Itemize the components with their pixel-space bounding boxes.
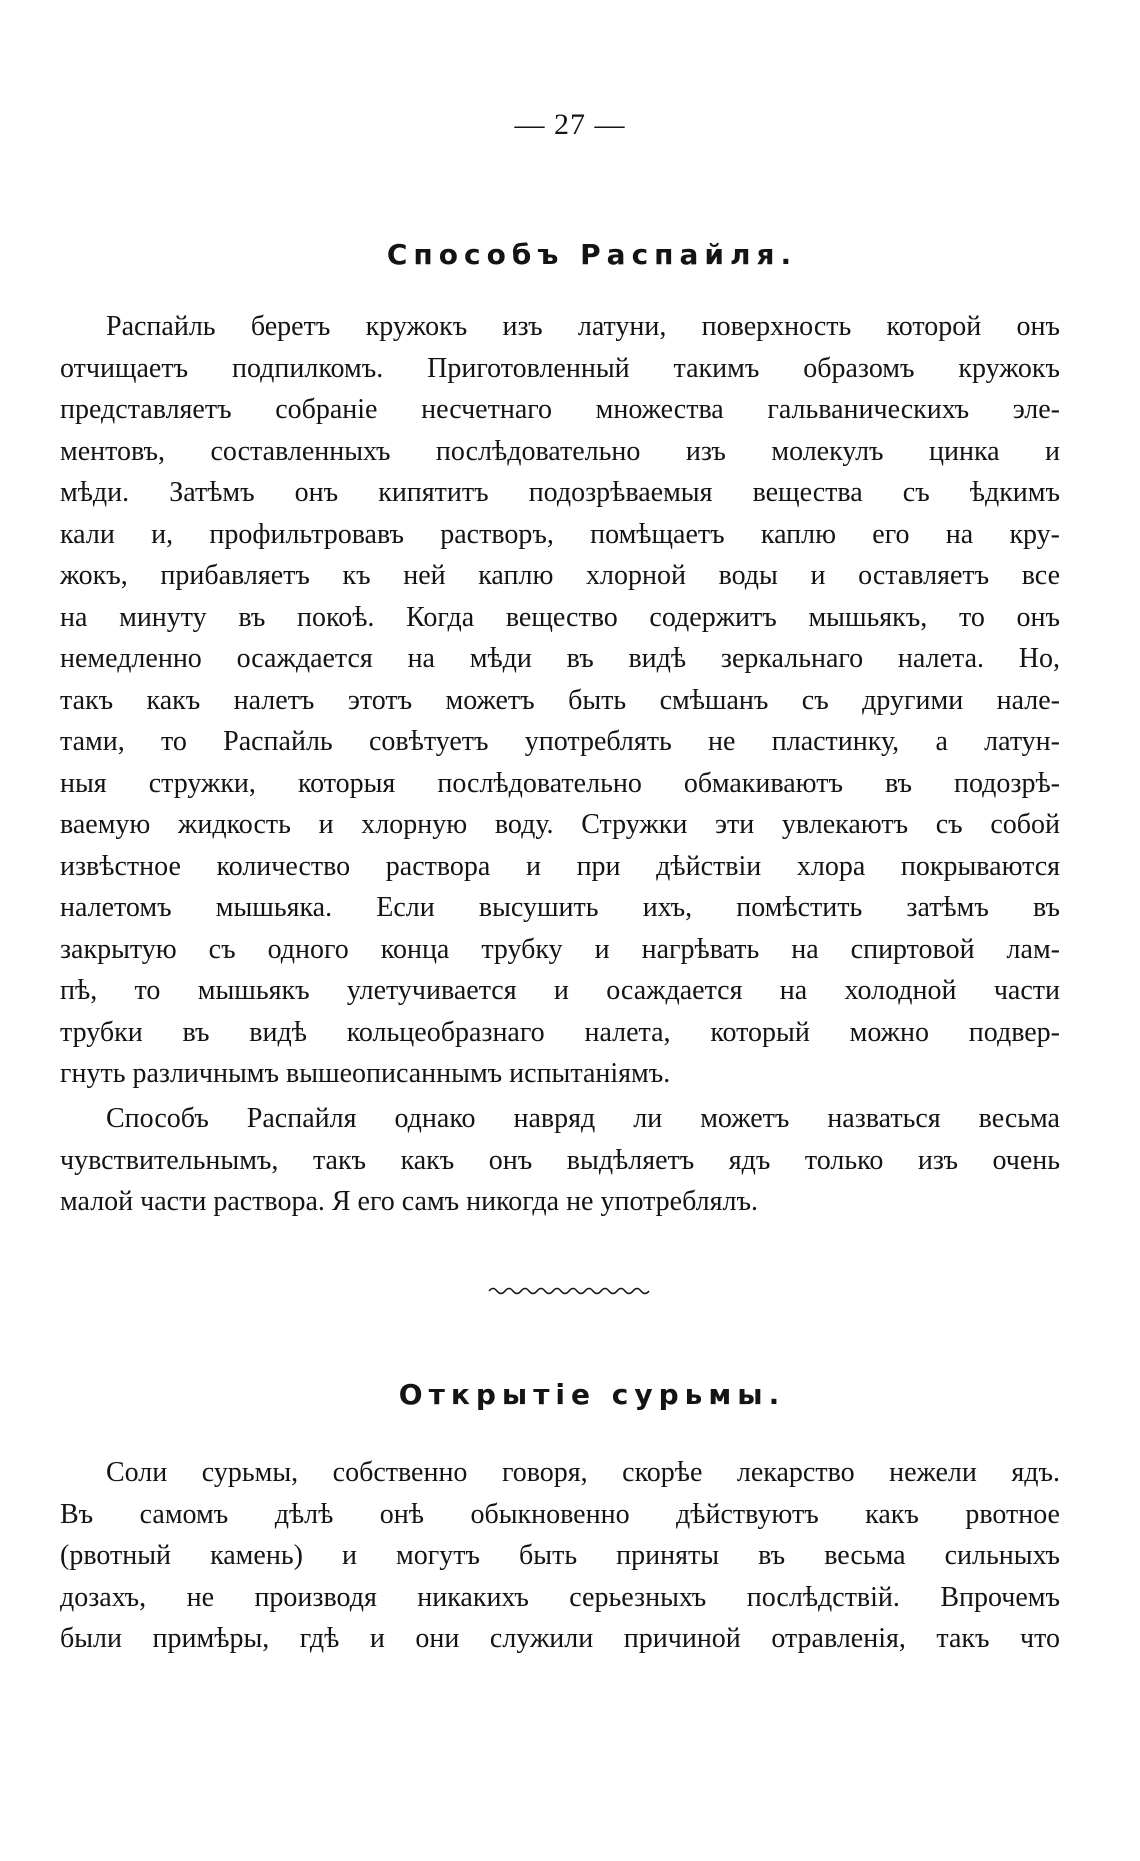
text-line: чувствительнымъ, такъ какъ онъ выдѣляетъ ядъ только изъ очень [60,1144,1060,1176]
section-title-raspail: Способъ Распайля. [386,238,798,271]
text-line: Способъ Распайля однако навряд ли можетъ назваться весьма [106,1103,1060,1134]
text-line: жокъ, прибавляетъ къ ней каплю хлорной воды и оставляетъ все [60,560,1060,591]
text-line: гнуть различнымъ вышеописаннымъ испытаніямъ. [60,1058,671,1089]
wavy-separator [487,1282,651,1296]
text-line: трубки въ видѣ кольцеобразнаго налета, который можно подвер- [60,1016,1060,1048]
text-line: (рвотный камень) и могутъ быть приняты въ весьма сильныхъ [60,1540,1060,1571]
paragraph-raspail-method [60,306,1060,1095]
text-line: Въ самомъ дѣлѣ онѣ обыкновенно дѣйствуютъ какъ рвотное [60,1498,1060,1530]
text-line: пѣ, то мышьякъ улетучивается и осаждается на холодной части [60,975,1060,1006]
section-title-antimony: Открытіе сурьмы. [398,1378,786,1411]
text-line: на минуту въ покоѣ. Когда вещество содержитъ мышьякъ, то онъ [60,601,1060,633]
text-line: Соли сурьмы, собственно говоря, скорѣе лекарство нежели ядъ. [106,1457,1060,1488]
text-line: тами, то Распайль совѣтуетъ употреблять не пластинку, а латун- [60,726,1060,757]
paragraph-antimony [60,1452,1060,1660]
text-line: такъ какъ налетъ этотъ можетъ быть смѣшанъ съ другими нале- [60,684,1060,716]
text-line: мѣди. Затѣмъ онъ кипятитъ подозрѣваемыя вещества съ ѣдкимъ [60,477,1060,508]
text-line: налетомъ мышьяка. Если высушить ихъ, помѣстить затѣмъ въ [60,892,1060,923]
text-line: ментовъ, составленныхъ послѣдовательно изъ молекулъ цинка и [60,435,1060,467]
text-line: малой части раствора. Я его самъ никогда не употреблялъ. [60,1186,758,1217]
text-line: закрытую съ одного конца трубку и нагрѣвать на спиртовой лам- [60,933,1060,965]
text-line: кали и, профильтровавъ растворъ, помѣщаетъ каплю его на кру- [60,518,1060,550]
text-line: немедленно осаждается на мѣди въ видѣ зеркальнаго налета. Но, [60,643,1060,674]
text-line: были примѣры, гдѣ и они служили причиной отравленія, такъ что [60,1623,1060,1654]
paragraph-raspail-conclusion [60,1098,1060,1223]
text-line: ныя стружки, которыя послѣдовательно обмакиваютъ въ подозрѣ- [60,767,1060,799]
text-line: дозахъ, не производя никакихъ серьезныхъ послѣдствій. Впрочемъ [60,1581,1060,1613]
text-line: отчищаетъ подпилкомъ. Приготовленный такимъ образомъ кружокъ [60,352,1060,384]
text-line: Распайль беретъ кружокъ изъ латуни, поверхность которой онъ [106,311,1060,342]
text-line: извѣстное количество раствора и при дѣйствіи хлора покрываются [60,850,1060,882]
page-number: — 27 — [514,108,626,141]
text-line: ваемую жидкость и хлорную воду. Стружки эти увлекаютъ съ собой [60,809,1060,840]
text-line: представляетъ собраніе несчетнаго множества гальваническихъ эле- [60,394,1060,425]
